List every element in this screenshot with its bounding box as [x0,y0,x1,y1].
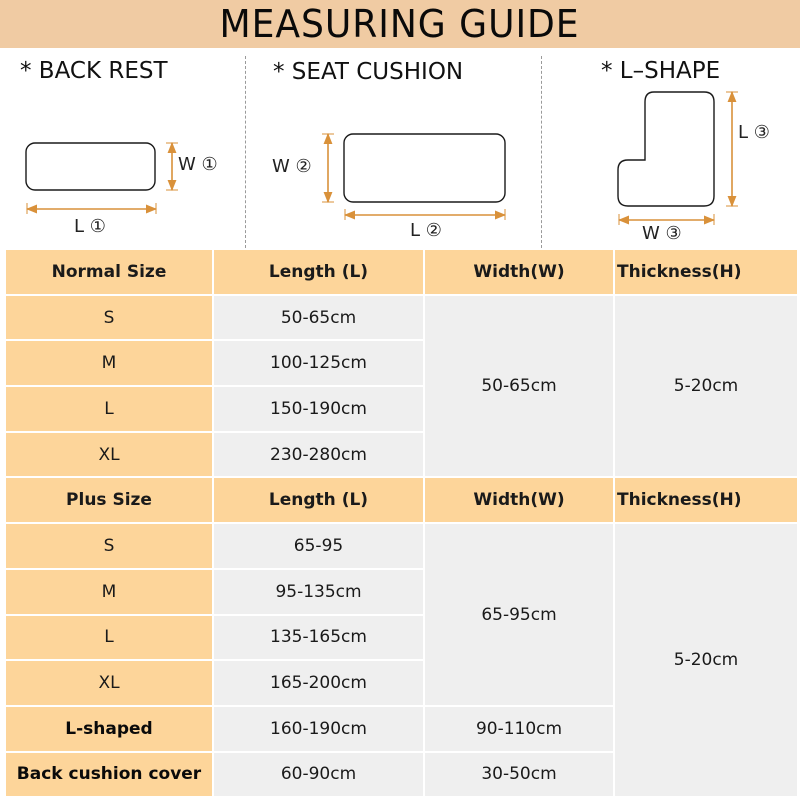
diagram-section [0,48,800,248]
length-cell: 165-200cm [214,661,423,705]
seat-cushion-title: * SEAT CUSHION [273,59,464,85]
size-cell: M [6,570,212,614]
title-banner [0,0,800,48]
l-shape-length-label: L ③ [738,122,770,143]
length-cell: 160-190cm [214,707,423,751]
back-rest-shape-icon [26,143,178,214]
width-cell: 30-50cm [425,753,613,797]
l-shape-title: * L–SHAPE [601,58,721,84]
page-title: MEASURING GUIDE [219,2,581,46]
size-cell: S [6,296,212,340]
l-shape-width-label: W ③ [642,223,682,244]
length-cell: 95-135cm [214,570,423,614]
width-cell: 90-110cm [425,707,613,751]
table-row [6,524,797,568]
table-row [6,296,797,340]
size-cell: S [6,524,212,568]
seat-cushion-shape-icon [322,134,505,220]
back-rest-length-label: L ① [74,216,106,237]
length-cell: 100-125cm [214,341,423,385]
size-chart-table [4,248,799,798]
l-shape-icon [618,92,738,225]
length-cell: 50-65cm [214,296,423,340]
length-cell: 150-190cm [214,387,423,431]
header-cell: Thickness(H) [615,478,797,522]
length-cell: 230-280cm [214,433,423,477]
header-cell: Length (L) [214,250,423,294]
thickness-cell: 5-20cm [615,524,797,796]
size-cell: L [6,387,212,431]
length-cell: 135-165cm [214,616,423,660]
width-cell: 50-65cm [425,296,613,477]
plus-size-header-row [6,478,797,522]
normal-size-header-row [6,250,797,294]
header-cell: Width(W) [425,478,613,522]
size-cell: Back cushion cover [6,753,212,797]
size-cell: L [6,616,212,660]
back-rest-width-label: W ① [178,154,218,175]
seat-cushion-width-label: W ② [272,156,312,177]
size-cell: XL [6,661,212,705]
back-rest-title: * BACK REST [20,58,168,84]
thickness-cell: 5-20cm [615,296,797,477]
size-cell: XL [6,433,212,477]
length-cell: 60-90cm [214,753,423,797]
header-cell: Plus Size [6,478,212,522]
header-cell: Width(W) [425,250,613,294]
size-cell: M [6,341,212,385]
seat-cushion-length-label: L ② [410,220,442,241]
length-cell: 65-95 [214,524,423,568]
header-cell: Length (L) [214,478,423,522]
size-cell: L-shaped [6,707,212,751]
width-cell: 65-95cm [425,524,613,705]
header-cell: Normal Size [6,250,212,294]
header-cell: Thickness(H) [615,250,797,294]
